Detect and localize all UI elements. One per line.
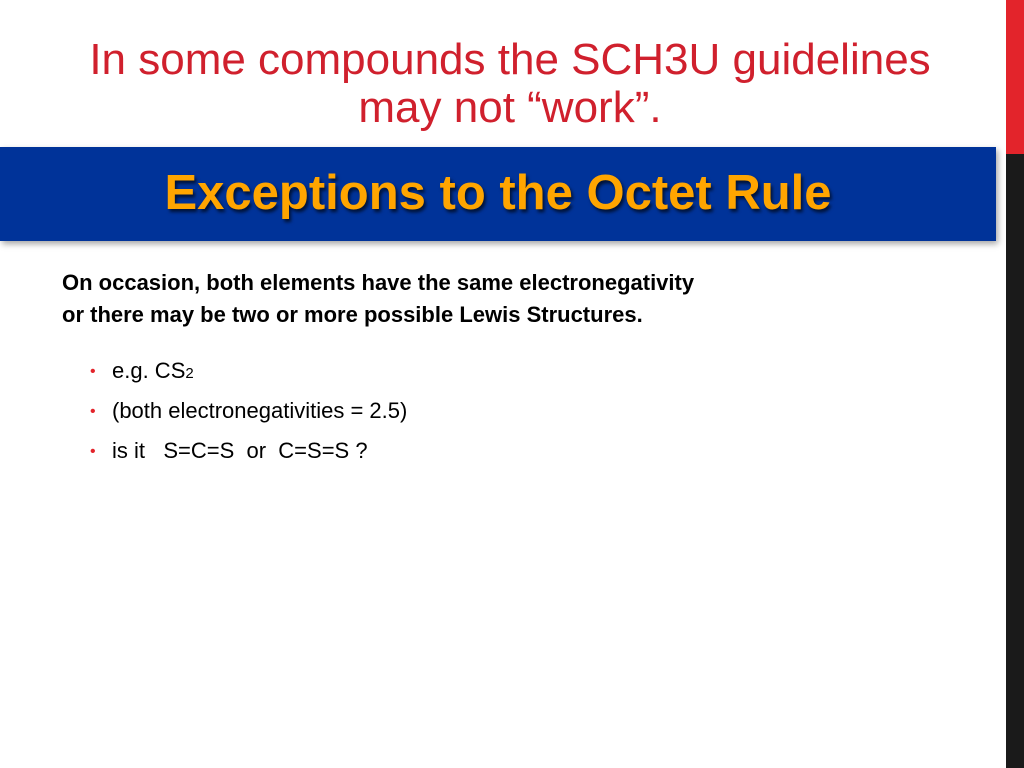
intro-text xyxy=(62,267,942,331)
bullet-dot-icon: • xyxy=(90,363,96,380)
bullet-dot-icon: • xyxy=(90,443,96,460)
bullet-text: (both electronegativities = 2.5) xyxy=(112,398,408,423)
bullet-text: is it S=C=S or C=S=S ? xyxy=(112,438,368,463)
intro-line-1: On occasion, both elements have the same electronegativity xyxy=(62,270,695,295)
bullet-item-electronegativities xyxy=(90,392,890,432)
bullet-text: e.g. CS xyxy=(112,358,186,383)
top-title-line-2: may not “work”. xyxy=(358,83,662,132)
top-title xyxy=(20,36,1000,132)
intro-line-2: or there may be two or more possible Lewis Structures. xyxy=(62,302,643,327)
bullet-list xyxy=(90,352,890,472)
bullet-item-question xyxy=(90,432,890,472)
title-banner xyxy=(0,147,996,241)
accent-strip-dark xyxy=(1006,154,1024,768)
bullet-dot-icon: • xyxy=(90,403,96,420)
bullet-item-example: • e.g. CS 2 xyxy=(90,352,890,392)
banner-title: Exceptions to the Octet Rule xyxy=(164,166,832,220)
top-title-line-1: In some compounds the SCH3U guidelines xyxy=(89,35,931,84)
accent-strip-red xyxy=(1006,0,1024,154)
